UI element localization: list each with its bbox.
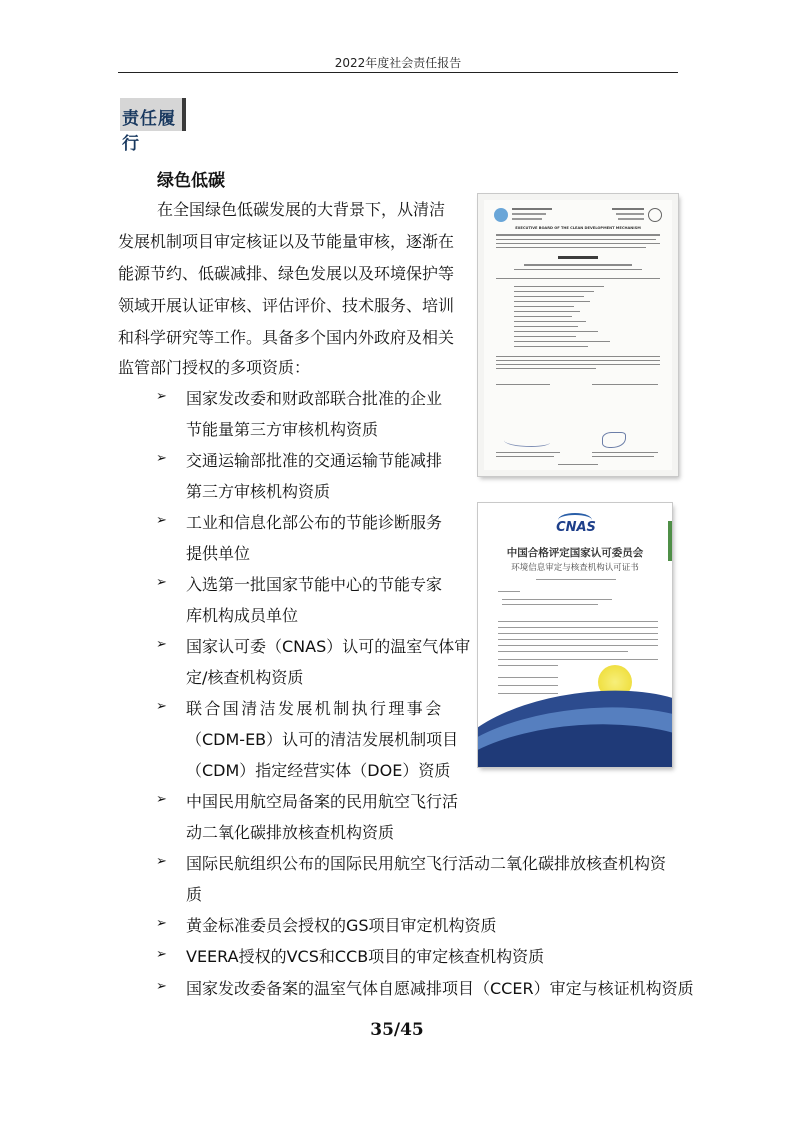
- list-item-text: 国家认可委（CNAS）认可的温室气体审: [186, 637, 471, 656]
- page-number: 35/45: [370, 1020, 424, 1040]
- arrow-bullet-icon: ➢: [156, 575, 167, 590]
- section-banner: [120, 98, 186, 154]
- intro-line: 监管部门授权的多项资质：: [118, 358, 311, 377]
- header-title: 2022年度社会责任报告: [334, 56, 462, 70]
- list-item-text: （CDM-EB）认可的清洁发展机制项目: [186, 730, 459, 749]
- list-item-text: VEERA授权的VCS和CCB项目的审定核查机构资质: [186, 947, 545, 966]
- list-item-text: 国家发改委和财政部联合批准的企业: [186, 389, 443, 408]
- cdm-certificate-image: [478, 194, 678, 476]
- list-item-text: 动二氧化碳排放核查机构资质: [186, 823, 395, 842]
- intro-line: 和科学研究等工作。具备多个国内外政府及相关: [118, 328, 455, 347]
- intro-line: 领域开展认证审核、评估评价、技术服务、培训: [118, 296, 455, 315]
- list-item-text: 第三方审核机构资质: [186, 482, 331, 501]
- list-item-text: 联合国清洁发展机制执行理事会: [186, 699, 444, 718]
- section-title: 责任履行: [122, 109, 176, 154]
- cnas-certificate-subtitle: 环境信息审定与核查机构认可证书: [511, 563, 639, 573]
- list-item-text: 定/核查机构资质: [186, 668, 304, 687]
- list-item-text: 节能量第三方审核机构资质: [186, 420, 379, 439]
- arrow-bullet-icon: ➢: [156, 389, 167, 404]
- intro-line: 在全国绿色低碳发展的大背景下，从清洁: [157, 200, 446, 219]
- intro-line: 发展机制项目审定核证以及节能量审核，逐渐在: [118, 232, 455, 251]
- arrow-bullet-icon: ➢: [156, 451, 167, 466]
- subsection-title: 绿色低碳: [157, 171, 225, 191]
- un-emblem-icon: [648, 208, 662, 222]
- arrow-bullet-icon: ➢: [156, 792, 167, 807]
- list-item-text: 入选第一批国家节能中心的节能专家: [186, 575, 443, 594]
- arrow-bullet-icon: ➢: [156, 699, 167, 714]
- arrow-bullet-icon: ➢: [156, 637, 167, 652]
- arrow-bullet-icon: ➢: [156, 513, 167, 528]
- arrow-bullet-icon: ➢: [156, 979, 167, 994]
- list-item-text: 质: [186, 885, 203, 904]
- cnas-certificate-image: [478, 503, 672, 767]
- list-item-text: 库机构成员单位: [186, 606, 299, 625]
- list-item-text: （CDM）指定经营实体（DOE）资质: [186, 761, 451, 780]
- list-item-text: 工业和信息化部公布的节能诊断服务: [186, 513, 443, 532]
- arrow-bullet-icon: ➢: [156, 854, 167, 869]
- arrow-bullet-icon: ➢: [156, 916, 167, 931]
- signature-mark: [602, 432, 626, 448]
- unfccc-logo-icon: [494, 208, 508, 222]
- cdm-certificate-heading: EXECUTIVE BOARD OF THE CLEAN DEVELOPMENT MECHANISM: [515, 226, 641, 230]
- header-divider: [118, 72, 678, 73]
- arrow-bullet-icon: ➢: [156, 947, 167, 962]
- list-item-text: 黄金标准委员会授权的GS项目审定机构资质: [186, 916, 497, 935]
- list-item-text: 中国民用航空局备案的民用航空飞行活: [186, 792, 459, 811]
- list-item-text: 国际民航组织公布的国际民用航空飞行活动二氧化碳排放核查机构资: [186, 854, 667, 873]
- list-item-text: 交通运输部批准的交通运输节能减排: [186, 451, 443, 470]
- intro-line: 能源节约、低碳减排、绿色发展以及环境保护等: [118, 264, 455, 283]
- signature-mark: [504, 436, 550, 447]
- list-item-text: 提供单位: [186, 544, 251, 563]
- list-item-text: 国家发改委备案的温室气体自愿减排项目（CCER）审定与核证机构资质: [186, 979, 694, 998]
- cnas-certificate-title: 中国合格评定国家认可委员会: [506, 547, 644, 559]
- cnas-logo: CNAS: [556, 520, 596, 535]
